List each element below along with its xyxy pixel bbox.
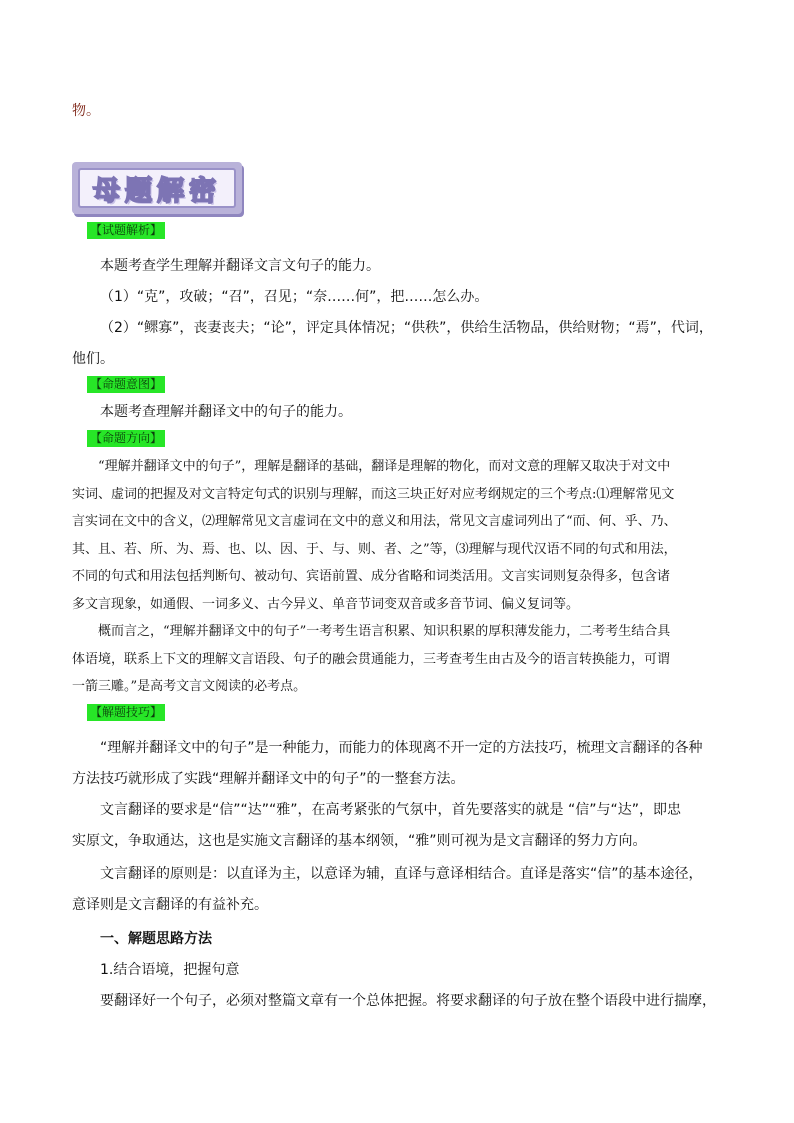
technique-heading-1: 一、解题思路方法	[100, 931, 212, 947]
technique-p2b: 实原文，争取通达，这也是实施文言翻译的基本纲领，“雅”则可视为是文言翻译的努力方向。	[72, 833, 647, 849]
tag-direction: 【命题方向】	[87, 430, 165, 447]
technique-p4: 要翻译好一个句子，必须对整篇文章有一个总体把握。将要求翻译的句子放在整个语段中进行揣摩，	[100, 993, 716, 1009]
intent-p1: 本题考查理解并翻译文中的句子的能力。	[100, 404, 352, 420]
banner-title: 母题解密	[93, 175, 221, 207]
technique-p1b: 方法技巧就形成了实践“理解并翻译文中的句子”的一整套方法。	[72, 771, 465, 787]
direction-l4: 其、且、若、所、为、焉、也、以、因、于、与、则、者、之”等，⑶理解与现代汉语不同的句式和用法，	[72, 541, 677, 557]
direction-l5: 不同的句式和用法包括判断句、被动句、宾语前置、成分省略和词类活用。文言实词则复杂得多，包含诸	[72, 569, 671, 584]
tag-technique: 【解题技巧】	[87, 704, 165, 721]
direction-l1: “理解并翻译文中的句子”，理解是翻译的基础，翻译是理解的物化，而对文意的理解又取决于对文中	[98, 459, 671, 474]
direction-l3: 言实词在文中的含义，⑵理解常见文言虚词在文中的意义和用法，常见文言虚词列出了“而、何、乎、乃、	[72, 514, 677, 529]
continuation-text: 物。	[72, 103, 100, 119]
direction-l8: 体语境，联系上下文的理解文言语段、句子的融会贯通能力，三考查考生由古及今的语言转换能力，可谓	[72, 651, 671, 667]
analysis-p1: 本题考查学生理解并翻译文言文句子的能力。	[100, 258, 380, 274]
section-banner	[72, 162, 242, 214]
banner-frame	[78, 168, 236, 208]
analysis-p3a: （2）“鳏寡”，丧妻丧夫；“论”，评定具体情况；“供秩”，供给生活物品，供给财物；“焉”，代词，	[100, 320, 713, 336]
technique-p1a: “理解并翻译文中的句子”是一种能力，而能力的体现离不开一定的方法技巧，梳理文言翻译的各种	[100, 740, 703, 756]
tag-intent: 【命题意图】	[87, 376, 165, 393]
technique-p2a: 文言翻译的要求是“信”“达”“雅”，在高考紧张的气氛中，首先要落实的就是 “信”与“达”，即忠	[100, 802, 681, 818]
direction-text	[72, 453, 728, 701]
technique-p3b: 意译则是文言翻译的有益补充。	[72, 897, 268, 913]
tag-analysis: 【试题解析】	[87, 222, 165, 239]
technique-heading-2: 1.结合语境，把握句意	[100, 962, 240, 978]
direction-l9: 一箭三雕。”是高考文言文阅读的必考点。	[72, 679, 307, 694]
technique-p3a: 文言翻译的原则是：以直译为主，以意译为辅，直译与意译相结合。直译是落实“信”的基本途径，	[100, 866, 703, 882]
direction-l2: 实词、虚词的把握及对文言特定句式的识别与理解，而这三块正好对应考纲规定的三个考点:⑴理解常见文	[72, 486, 675, 502]
analysis-p2: （1）“克”，攻破；“召”，召见；“奈……何”，把……怎么办。	[100, 289, 489, 305]
direction-l7: 概而言之，“理解并翻译文中的句子”一考考生语言积累、知识积累的厚积薄发能力，二考考生结合具	[98, 624, 671, 639]
direction-l6: 多文言现象，如通假、一词多义、古今异义、单音节词变双音或多音节词、偏义复词等。	[72, 596, 580, 612]
analysis-p3b: 他们。	[72, 351, 114, 367]
